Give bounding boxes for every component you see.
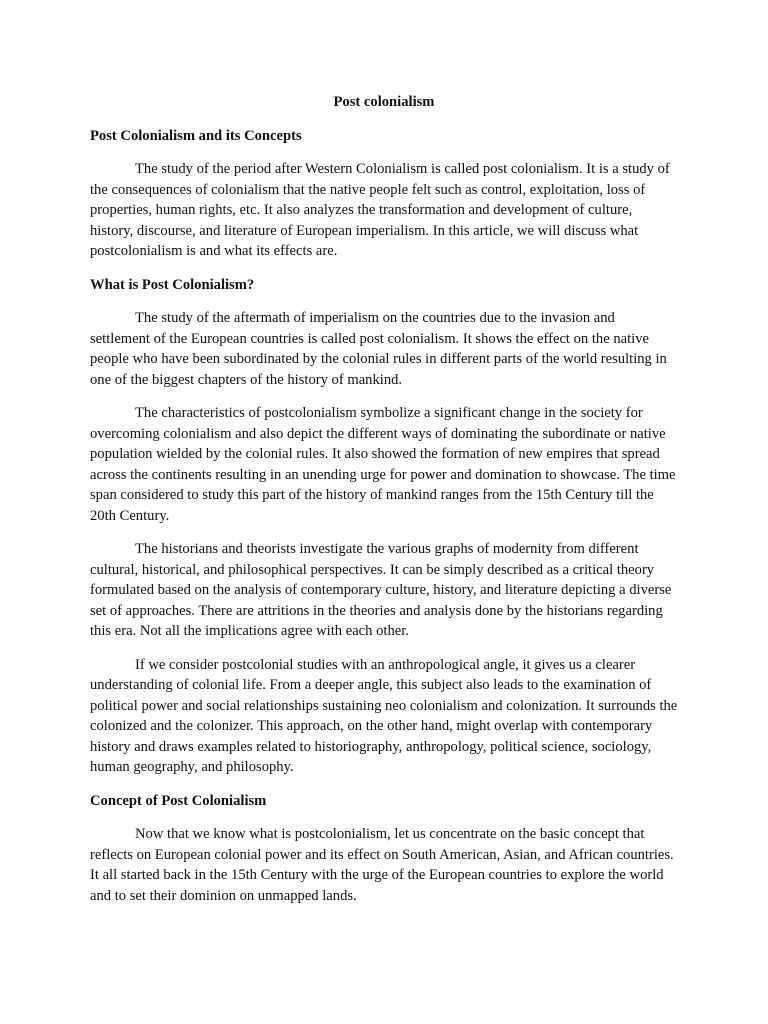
paragraph: The study of the aftermath of imperialism on the countries due to the invasion and settlement of the European countries is called post colonialism. It shows the effect on the native people who have been subordinated by the colonial rules in different parts of the world resulting in one of the biggest chapters of the history of mankind. — [90, 310, 667, 388]
paragraph: The historians and theorists investigate the various graphs of modernity from different cultural, historical, and philosophical perspectives. It can be simply described as a critical theory formulated based on the analysis of contemporary culture, history, and literature depicting a diverse set of approaches. There are attritions in the theories and analysis done by the historians regarding this era. Not all the implications agree with each other. — [90, 541, 672, 639]
paragraph: If we consider postcolonial studies with an anthropological angle, it gives us a clearer understanding of colonial life. From a deeper angle, this subject also leads to the examination of political power and social relationships sustaining neo colonialism and colonization. It surrounds the colonized and the colonizer. This approach, on the other hand, might overlap with contemporary history and draws examples related to historiography, anthropology, political science, sociology, human geography, and philosophy. — [90, 656, 678, 775]
section-heading-concept: Concept of Post Colonialism — [90, 792, 267, 809]
paragraph: Now that we know what is postcolonialism, let us concentrate on the basic concept that reflects on European colonial power and its effect on South American, Asian, and African countries. It all started back in the 15th Century with the urge of the European countries to explore the world and to set their dominion on unmapped lands. — [90, 826, 674, 904]
document-title: Post colonialism — [333, 94, 435, 110]
paragraph: The study of the period after Western Colonialism is called post colonialism. It is a study of the consequences of colonialism that the native people felt such as control, exploitation, loss of properties, human rights, etc. It also analyzes the transformation and development of culture, history, discourse, and literature of European imperialism. In this article, we will discuss what postcolonialism is and what its effects are. — [90, 161, 670, 259]
document-page — [90, 92, 678, 919]
section-heading-what-is: What is Post Colonialism? — [90, 276, 255, 293]
paragraph: The characteristics of postcolonialism symbolize a significant change in the society for overcoming colonialism and also depict the different ways of dominating the subordinate or native population wielded by the colonial rules. It also showed the formation of new empires that spread across the continents resulting in an unending urge for power and domination to showcase. The time span considered to study this part of the history of mankind ranges from the 15th Century till the 20th Century. — [90, 405, 676, 524]
section-heading-concepts: Post Colonialism and its Concepts — [90, 127, 302, 144]
